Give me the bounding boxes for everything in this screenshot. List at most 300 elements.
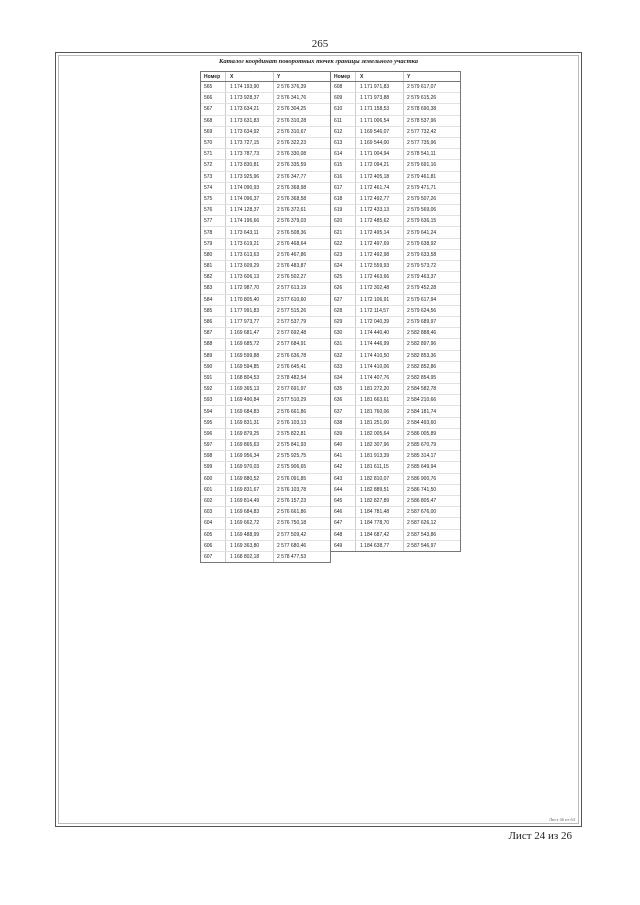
point-number-cell: 585: [201, 306, 226, 316]
x-coordinate-cell: 1 184 638,77: [356, 541, 404, 551]
inner-sheet-label: Лист 46 из 63: [549, 817, 575, 822]
table-row: [201, 429, 330, 440]
point-number-cell: 589: [201, 351, 226, 361]
y-coordinate-cell: 2 576 368,58: [277, 195, 307, 202]
x-coordinate-cell: 1 174 440,40: [356, 328, 404, 338]
table-row: [201, 406, 330, 417]
header-x: X: [356, 72, 404, 81]
y-coordinate-cell: 2 576 661,86: [277, 408, 307, 415]
y-coordinate-cell: 2 576 645,41: [277, 363, 307, 370]
point-number-cell: 590: [201, 362, 226, 372]
table-row: [201, 104, 330, 115]
x-coordinate-cell: 1 172 114,57: [356, 306, 404, 316]
point-number-cell: 640: [331, 440, 356, 450]
y-coordinate-cell: 2 579 569,06: [407, 207, 437, 214]
y-coordinate-cell: 2 579 638,92: [407, 240, 437, 247]
table-row: [331, 395, 460, 406]
x-coordinate-cell: 1 172 461,74: [356, 183, 404, 193]
table-row: [201, 149, 330, 160]
point-number-cell: 575: [201, 194, 226, 204]
x-coordinate-cell: 1 169 814,49: [226, 496, 274, 506]
table-row: [201, 518, 330, 529]
table-row: [201, 160, 330, 171]
table-row: [331, 530, 460, 541]
x-coordinate-cell: 1 174 096,37: [226, 194, 274, 204]
y-coordinate-cell: 2 586 805,47: [407, 498, 437, 505]
y-coordinate-cell: 2 586 741,50: [407, 486, 437, 493]
point-number-cell: 628: [331, 306, 356, 316]
x-coordinate-cell: 1 181 913,39: [356, 451, 404, 461]
table-row: [201, 295, 330, 306]
x-coordinate-cell: 1 174 128,37: [226, 205, 274, 215]
x-coordinate-cell: 1 174 407,76: [356, 373, 404, 383]
x-coordinate-cell: 1 174 410,50: [356, 351, 404, 361]
point-number-cell: 604: [201, 518, 226, 528]
point-number-cell: 618: [331, 194, 356, 204]
point-number-cell: 646: [331, 507, 356, 517]
point-number-cell: 642: [331, 462, 356, 472]
point-number-cell: 579: [201, 239, 226, 249]
y-coordinate-cell: 2 576 636,78: [277, 352, 307, 359]
table-row: [331, 317, 460, 328]
x-coordinate-cell: 1 169 681,47: [226, 328, 274, 338]
table-row: [201, 172, 330, 183]
y-coordinate-cell: 2 582 852,86: [407, 363, 437, 370]
point-number-cell: 610: [331, 104, 356, 114]
x-coordinate-cell: 1 172 433,13: [356, 205, 404, 215]
table-row: [331, 160, 460, 171]
y-coordinate-cell: 2 576 372,61: [277, 207, 307, 214]
table-row: [331, 149, 460, 160]
x-coordinate-cell: 1 172 485,62: [356, 216, 404, 226]
point-number-cell: 624: [331, 261, 356, 271]
point-number-cell: 567: [201, 104, 226, 114]
x-coordinate-cell: 1 169 685,72: [226, 339, 274, 349]
table-row: [201, 384, 330, 395]
point-number-cell: 621: [331, 227, 356, 237]
y-coordinate-cell: 2 578 477,53: [277, 553, 307, 560]
x-coordinate-cell: 1 172 559,93: [356, 261, 404, 271]
y-coordinate-cell: 2 578 541,11: [407, 151, 436, 158]
point-number-cell: 611: [331, 116, 356, 126]
point-number-cell: 636: [331, 395, 356, 405]
x-coordinate-cell: 1 182 005,64: [356, 429, 404, 439]
x-coordinate-cell: 1 172 106,91: [356, 295, 404, 305]
y-coordinate-cell: 2 576 376,39: [277, 84, 307, 91]
y-coordinate-cell: 2 576 310,28: [277, 117, 307, 124]
x-coordinate-cell: 1 173 634,21: [226, 104, 274, 114]
table-row: [201, 328, 330, 339]
table-row: [201, 541, 330, 552]
table-row: [201, 93, 330, 104]
table-row: [201, 283, 330, 294]
point-number-cell: 630: [331, 328, 356, 338]
table-row: [201, 205, 330, 216]
table-row: [331, 93, 460, 104]
x-coordinate-cell: 1 173 613,63: [226, 250, 274, 260]
y-coordinate-cell: 2 579 615,26: [407, 95, 437, 102]
point-number-cell: 603: [201, 507, 226, 517]
y-coordinate-cell: 2 576 103,13: [277, 419, 307, 426]
table-row: [201, 552, 330, 562]
point-number-cell: 629: [331, 317, 356, 327]
table-header: [331, 72, 460, 82]
table-row: [201, 496, 330, 507]
table-row: [331, 116, 460, 127]
point-number-cell: 587: [201, 328, 226, 338]
x-coordinate-cell: 1 169 490,84: [226, 395, 274, 405]
x-coordinate-cell: 1 172 040,39: [356, 317, 404, 327]
point-number-cell: 616: [331, 172, 356, 182]
x-coordinate-cell: 1 171 004,94: [356, 149, 404, 159]
x-coordinate-cell: 1 169 684,83: [226, 406, 274, 416]
table-row: [331, 261, 460, 272]
x-coordinate-cell: 1 171 006,54: [356, 116, 404, 126]
table-row: [331, 429, 460, 440]
point-number-cell: 639: [331, 429, 356, 439]
point-number-cell: 576: [201, 205, 226, 215]
table-row: [331, 194, 460, 205]
y-coordinate-cell: 2 577 610,60: [277, 296, 307, 303]
x-coordinate-cell: 1 169 662,72: [226, 518, 274, 528]
table-row: [201, 216, 330, 227]
point-number-cell: 641: [331, 451, 356, 461]
x-coordinate-cell: 1 173 606,13: [226, 272, 274, 282]
y-coordinate-cell: 2 576 750,18: [277, 520, 307, 527]
x-coordinate-cell: 1 173 925,96: [226, 172, 274, 182]
y-coordinate-cell: 2 576 508,36: [277, 229, 307, 236]
y-coordinate-cell: 2 575 925,75: [277, 453, 307, 460]
point-number-cell: 644: [331, 485, 356, 495]
x-coordinate-cell: 1 172 492,98: [356, 250, 404, 260]
y-coordinate-cell: 2 575 906,65: [277, 464, 307, 471]
point-number-cell: 623: [331, 250, 356, 260]
table-row: [201, 351, 330, 362]
table-row: [201, 272, 330, 283]
y-coordinate-cell: 2 576 368,98: [277, 184, 307, 191]
y-coordinate-cell: 2 585 314,17: [407, 453, 437, 460]
table-row: [331, 295, 460, 306]
x-coordinate-cell: 1 172 987,70: [226, 283, 274, 293]
y-coordinate-cell: 2 586 900,76: [407, 475, 437, 482]
table-row: [201, 474, 330, 485]
x-coordinate-cell: 1 172 497,69: [356, 239, 404, 249]
table-row: [331, 216, 460, 227]
x-coordinate-cell: 1 173 727,15: [226, 138, 274, 148]
table-row: [331, 138, 460, 149]
sheet-footer: Лист 24 из 26: [508, 830, 572, 842]
x-coordinate-cell: 1 174 193,90: [226, 82, 274, 92]
y-coordinate-cell: 2 582 854,95: [407, 374, 437, 381]
point-number-cell: 612: [331, 127, 356, 137]
table-row: [331, 339, 460, 350]
x-coordinate-cell: 1 172 495,14: [356, 227, 404, 237]
point-number-cell: 602: [201, 496, 226, 506]
x-coordinate-cell: 1 173 631,83: [226, 116, 274, 126]
y-coordinate-cell: 2 576 502,27: [277, 274, 307, 281]
point-number-cell: 631: [331, 339, 356, 349]
point-number-cell: 596: [201, 429, 226, 439]
table-row: [331, 384, 460, 395]
y-coordinate-cell: 2 577 692,48: [277, 330, 307, 337]
x-coordinate-cell: 1 169 956,34: [226, 451, 274, 461]
point-number-cell: 601: [201, 485, 226, 495]
point-number-cell: 597: [201, 440, 226, 450]
point-number-cell: 578: [201, 227, 226, 237]
y-coordinate-cell: 2 577 510,29: [277, 397, 307, 404]
x-coordinate-cell: 1 169 365,13: [226, 384, 274, 394]
point-number-cell: 600: [201, 474, 226, 484]
y-coordinate-cell: 2 578 690,38: [407, 106, 437, 113]
point-number-cell: 569: [201, 127, 226, 137]
table-row: [201, 116, 330, 127]
x-coordinate-cell: 1 172 094,21: [356, 160, 404, 170]
point-number-cell: 583: [201, 283, 226, 293]
point-number-cell: 609: [331, 93, 356, 103]
table-row: [331, 418, 460, 429]
x-coordinate-cell: 1 168 802,18: [226, 552, 274, 562]
y-coordinate-cell: 2 579 617,07: [407, 84, 437, 91]
x-coordinate-cell: 1 169 970,03: [226, 462, 274, 472]
header-x: X: [226, 72, 274, 81]
x-coordinate-cell: 1 172 405,18: [356, 172, 404, 182]
table-row: [331, 127, 460, 138]
table-row: [201, 507, 330, 518]
y-coordinate-cell: 2 579 689,97: [407, 319, 437, 326]
coordinates-table-right: [330, 71, 461, 552]
table-row: [331, 351, 460, 362]
table-row: [331, 373, 460, 384]
header-y: Y: [277, 73, 281, 80]
x-coordinate-cell: 1 171 158,53: [356, 104, 404, 114]
y-coordinate-cell: 2 587 676,00: [407, 509, 437, 516]
y-coordinate-cell: 2 577 732,42: [407, 128, 437, 135]
y-coordinate-cell: 2 582 897,96: [407, 341, 437, 348]
point-number-cell: 617: [331, 183, 356, 193]
y-coordinate-cell: 2 576 157,23: [277, 498, 307, 505]
y-coordinate-cell: 2 582 888,46: [407, 330, 437, 337]
table-row: [331, 172, 460, 183]
y-coordinate-cell: 2 579 617,94: [407, 296, 437, 303]
x-coordinate-cell: 1 173 928,37: [226, 93, 274, 103]
table-row: [331, 283, 460, 294]
point-number-cell: 577: [201, 216, 226, 226]
x-coordinate-cell: 1 172 463,66: [356, 272, 404, 282]
table-row: [201, 418, 330, 429]
x-coordinate-cell: 1 182 827,89: [356, 496, 404, 506]
x-coordinate-cell: 1 182 889,51: [356, 485, 404, 495]
point-number-cell: 637: [331, 406, 356, 416]
y-coordinate-cell: 2 576 379,03: [277, 218, 307, 225]
y-coordinate-cell: 2 587 546,97: [407, 542, 437, 549]
table-row: [201, 373, 330, 384]
x-coordinate-cell: 1 173 634,92: [226, 127, 274, 137]
y-coordinate-cell: 2 576 091,85: [277, 475, 307, 482]
y-coordinate-cell: 2 579 641,24: [407, 229, 437, 236]
point-number-cell: 625: [331, 272, 356, 282]
table-row: [201, 127, 330, 138]
table-row: [201, 485, 330, 496]
point-number-cell: 615: [331, 160, 356, 170]
x-coordinate-cell: 1 184 687,42: [356, 530, 404, 540]
table-row: [331, 451, 460, 462]
x-coordinate-cell: 1 182 307,96: [356, 440, 404, 450]
point-number-cell: 614: [331, 149, 356, 159]
point-number-cell: 581: [201, 261, 226, 271]
y-coordinate-cell: 2 576 468,64: [277, 240, 307, 247]
point-number-cell: 584: [201, 295, 226, 305]
y-coordinate-cell: 2 584 582,78: [407, 386, 437, 393]
point-number-cell: 570: [201, 138, 226, 148]
y-coordinate-cell: 2 579 461,81: [407, 173, 437, 180]
y-coordinate-cell: 2 577 515,26: [277, 307, 307, 314]
y-coordinate-cell: 2 582 853,36: [407, 352, 437, 359]
x-coordinate-cell: 1 169 831,67: [226, 485, 274, 495]
y-coordinate-cell: 2 575 822,81: [277, 430, 307, 437]
x-coordinate-cell: 1 181 611,15: [356, 462, 404, 472]
table-row: [201, 250, 330, 261]
x-coordinate-cell: 1 169 880,52: [226, 474, 274, 484]
table-row: [201, 339, 330, 350]
x-coordinate-cell: 1 169 488,99: [226, 530, 274, 540]
x-coordinate-cell: 1 181 663,61: [356, 395, 404, 405]
x-coordinate-cell: 1 169 865,63: [226, 440, 274, 450]
y-coordinate-cell: 2 587 626,12: [407, 520, 437, 527]
x-coordinate-cell: 1 169 363,80: [226, 541, 274, 551]
y-coordinate-cell: 2 576 310,67: [277, 128, 307, 135]
y-coordinate-cell: 2 577 613,19: [277, 285, 307, 292]
table-row: [331, 306, 460, 317]
x-coordinate-cell: 1 181 251,00: [356, 418, 404, 428]
table-body-left: [201, 82, 330, 562]
point-number-cell: 632: [331, 351, 356, 361]
x-coordinate-cell: 1 170 805,40: [226, 295, 274, 305]
point-number-cell: 591: [201, 373, 226, 383]
x-coordinate-cell: 1 171 971,83: [356, 82, 404, 92]
point-number-cell: 566: [201, 93, 226, 103]
y-coordinate-cell: 2 579 691,16: [407, 162, 437, 169]
x-coordinate-cell: 1 169 546,07: [356, 127, 404, 137]
point-number-cell: 598: [201, 451, 226, 461]
table-row: [201, 362, 330, 373]
table-row: [201, 183, 330, 194]
point-number-cell: 574: [201, 183, 226, 193]
table-row: [331, 518, 460, 529]
x-coordinate-cell: 1 177 973,77: [226, 317, 274, 327]
table-row: [331, 496, 460, 507]
y-coordinate-cell: 2 585 649,94: [407, 464, 437, 471]
point-number-cell: 626: [331, 283, 356, 293]
table-row: [201, 239, 330, 250]
table-row: [331, 485, 460, 496]
point-number-cell: 605: [201, 530, 226, 540]
y-coordinate-cell: 2 576 347,77: [277, 173, 307, 180]
document-frame: [55, 52, 582, 827]
y-coordinate-cell: 2 576 467,86: [277, 251, 307, 258]
y-coordinate-cell: 2 579 636,15: [407, 218, 437, 225]
table-row: [331, 474, 460, 485]
coordinates-table-left: [200, 71, 331, 563]
y-coordinate-cell: 2 577 684,91: [277, 341, 307, 348]
point-number-cell: 647: [331, 518, 356, 528]
x-coordinate-cell: 1 174 410,06: [356, 362, 404, 372]
point-number-cell: 586: [201, 317, 226, 327]
point-number-cell: 634: [331, 373, 356, 383]
x-coordinate-cell: 1 184 778,70: [356, 518, 404, 528]
point-number-cell: 593: [201, 395, 226, 405]
point-number-cell: 580: [201, 250, 226, 260]
point-number-cell: 595: [201, 418, 226, 428]
y-coordinate-cell: 2 576 330,08: [277, 151, 307, 158]
y-coordinate-cell: 2 584 181,74: [407, 408, 437, 415]
x-coordinate-cell: 1 171 973,88: [356, 93, 404, 103]
table-row: [331, 406, 460, 417]
x-coordinate-cell: 1 172 492,77: [356, 194, 404, 204]
x-coordinate-cell: 1 184 781,48: [356, 507, 404, 517]
point-number-cell: 571: [201, 149, 226, 159]
y-coordinate-cell: 2 579 452,28: [407, 285, 437, 292]
x-coordinate-cell: 1 169 599,88: [226, 351, 274, 361]
table-row: [331, 205, 460, 216]
x-coordinate-cell: 1 177 991,83: [226, 306, 274, 316]
point-number-cell: 607: [201, 552, 226, 562]
point-number-cell: 613: [331, 138, 356, 148]
table-row: [331, 227, 460, 238]
y-coordinate-cell: 2 577 680,46: [277, 542, 307, 549]
point-number-cell: 638: [331, 418, 356, 428]
x-coordinate-cell: 1 182 810,07: [356, 474, 404, 484]
y-coordinate-cell: 2 578 537,96: [407, 117, 437, 124]
x-coordinate-cell: 1 181 760,06: [356, 406, 404, 416]
point-number-cell: 627: [331, 295, 356, 305]
y-coordinate-cell: 2 576 483,87: [277, 263, 307, 270]
x-coordinate-cell: 1 173 609,29: [226, 261, 274, 271]
y-coordinate-cell: 2 577 691,97: [277, 386, 307, 393]
point-number-cell: 592: [201, 384, 226, 394]
y-coordinate-cell: 2 577 509,42: [277, 531, 307, 538]
x-coordinate-cell: 1 173 643,11: [226, 227, 274, 237]
point-number-cell: 645: [331, 496, 356, 506]
x-coordinate-cell: 1 168 804,53: [226, 373, 274, 383]
y-coordinate-cell: 2 577 735,96: [407, 140, 437, 147]
point-number-cell: 635: [331, 384, 356, 394]
point-number-cell: 573: [201, 172, 226, 182]
y-coordinate-cell: 2 586 005,89: [407, 430, 437, 437]
x-coordinate-cell: 1 174 090,93: [226, 183, 274, 193]
table-row: [331, 541, 460, 551]
table-row: [201, 317, 330, 328]
table-row: [331, 328, 460, 339]
table-row: [331, 462, 460, 473]
y-coordinate-cell: 2 579 463,37: [407, 274, 437, 281]
page-number: 265: [311, 38, 329, 50]
x-coordinate-cell: 1 173 619,21: [226, 239, 274, 249]
point-number-cell: 608: [331, 82, 356, 92]
x-coordinate-cell: 1 181 272,20: [356, 384, 404, 394]
point-number-cell: 565: [201, 82, 226, 92]
table-row: [331, 239, 460, 250]
x-coordinate-cell: 1 169 831,31: [226, 418, 274, 428]
point-number-cell: 619: [331, 205, 356, 215]
point-number-cell: 633: [331, 362, 356, 372]
table-row: [201, 261, 330, 272]
table-row: [331, 362, 460, 373]
x-coordinate-cell: 1 174 446,99: [356, 339, 404, 349]
y-coordinate-cell: 2 587 543,86: [407, 531, 437, 538]
x-coordinate-cell: 1 173 830,81: [226, 160, 274, 170]
x-coordinate-cell: 1 172 302,48: [356, 283, 404, 293]
point-number-cell: 568: [201, 116, 226, 126]
